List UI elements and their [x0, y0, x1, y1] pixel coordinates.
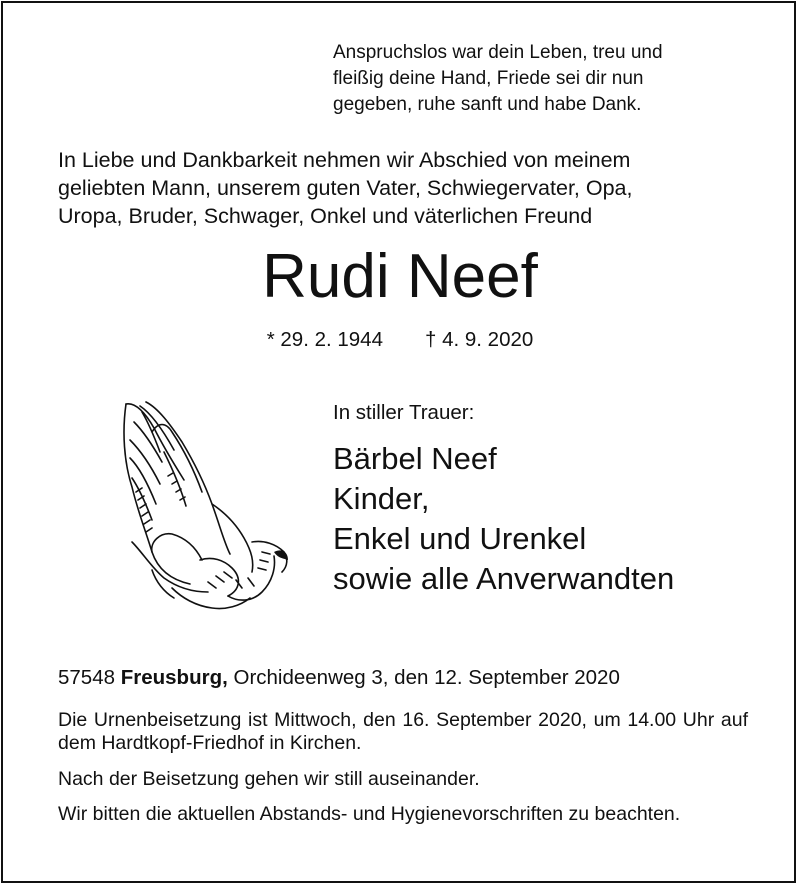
hygiene-note: Wir bitten die aktuellen Abstands- und Hygienevorschriften zu beachten. [58, 803, 681, 825]
mourner-name: Enkel und Urenkel [333, 521, 587, 556]
poem [333, 40, 743, 118]
place-and-date [58, 665, 620, 691]
poem-line: Anspruchslos war dein Leben, treu und [333, 42, 663, 63]
birth-date: * 29. 2. 1944 [266, 328, 383, 351]
praying-hands-icon [112, 392, 292, 617]
mourners-list [333, 439, 674, 599]
after-burial-note: Nach der Beisetzung gehen wir still auseinander. [58, 768, 480, 790]
poem-line: gegeben, ruhe sanft und habe Dank. [333, 94, 642, 115]
intro-line: Uropa, Bruder, Schwager, Onkel und väterlichen Freund [58, 204, 593, 228]
town: Freusburg, [120, 666, 228, 689]
postcode: 57548 [58, 666, 116, 689]
intro-line: geliebten Mann, unserem guten Vater, Schwiegervater, Opa, [58, 176, 633, 200]
mourner-name: sowie alle Anverwandten [333, 561, 675, 596]
poem-line: fleißig deine Hand, Friede sei dir nun [333, 68, 644, 89]
street-and-date: Orchideenweg 3, den 12. September 2020 [233, 666, 620, 689]
intro-text [58, 146, 748, 230]
burial-note: Die Urnenbeisetzung ist Mittwoch, den 16. September 2020, um 14.00 Uhr auf dem Hardtkopf-Friedhof in Kirchen. [58, 709, 748, 754]
deceased-name: Rudi Neef [262, 242, 538, 311]
intro-line: In Liebe und Dankbarkeit nehmen wir Abschied von meinem [58, 148, 631, 172]
mourner-name: Bärbel Neef [333, 441, 497, 476]
life-dates [0, 327, 800, 353]
death-date: † 4. 9. 2020 [424, 328, 534, 351]
mourning-label: In stiller Trauer: [333, 401, 475, 424]
mourner-name: Kinder, [333, 481, 430, 516]
